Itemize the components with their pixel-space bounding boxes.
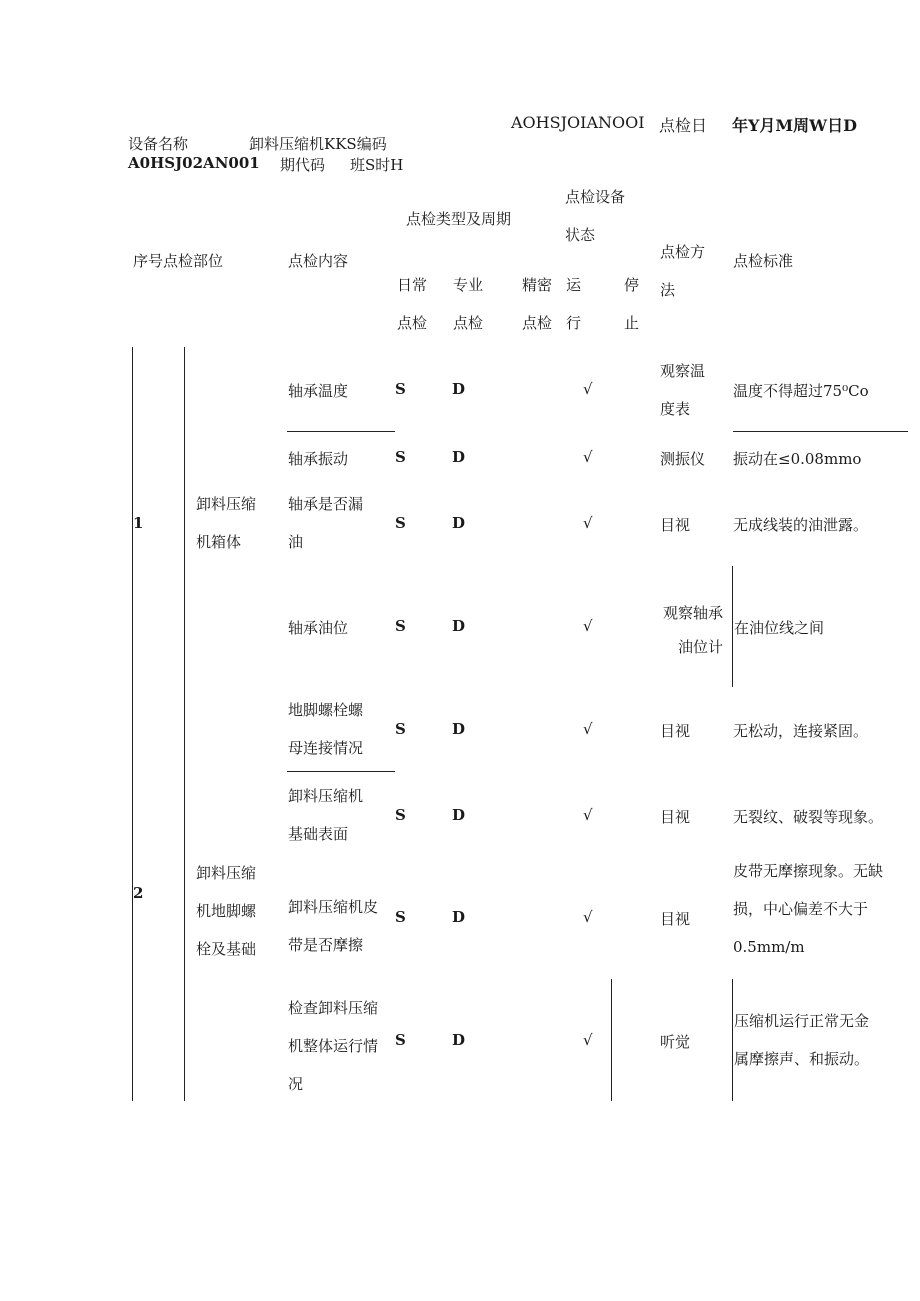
row-professional: D xyxy=(452,806,466,824)
cell-divider xyxy=(732,979,733,1101)
row-professional: D xyxy=(452,380,466,398)
row-standard: 在油位线之间 xyxy=(734,619,825,637)
header-type-cycle: 点检类型及周期 xyxy=(406,210,512,228)
row-professional: D xyxy=(452,617,466,635)
row-daily: S xyxy=(395,908,406,926)
shift-label: 班S时H xyxy=(350,156,404,174)
row-running: √ xyxy=(583,380,593,398)
row-content: 卸料压缩机皮带是否摩擦 xyxy=(288,898,379,954)
row-professional: D xyxy=(452,1031,466,1049)
header-running: 运行 xyxy=(566,276,582,332)
table-part-divider xyxy=(184,347,185,1101)
header-stopped: 停止 xyxy=(624,276,640,332)
row-running: √ xyxy=(583,514,593,532)
row-method: 听觉 xyxy=(660,1033,691,1051)
row-method: 目视 xyxy=(660,910,691,928)
row-standard: 温度不得超过75⁰Co xyxy=(733,382,869,400)
row-professional: D xyxy=(452,514,466,532)
row-standard: 振动在≤0.08mmo xyxy=(733,450,862,468)
row-daily: S xyxy=(395,448,406,466)
header-seq-part: 序号点检部位 xyxy=(133,252,224,270)
row-standard: 无裂纹、破裂等现象。 xyxy=(733,808,884,826)
row-standard: 无成线装的油泄露。 xyxy=(733,516,869,534)
row-divider xyxy=(287,431,395,432)
row-running: √ xyxy=(583,448,593,466)
header-content: 点检内容 xyxy=(288,252,349,270)
row-content: 卸料压缩机基础表面 xyxy=(288,787,364,843)
header-standard: 点检标准 xyxy=(733,252,794,270)
row-method: 目视 xyxy=(660,516,691,534)
group-seq-2: 2 xyxy=(133,884,144,902)
row-running: √ xyxy=(583,806,593,824)
row-method: 测振仪 xyxy=(660,450,706,468)
row-running: √ xyxy=(583,1031,593,1049)
header-method: 点检方法 xyxy=(660,243,706,299)
header-daily: 日常点检 xyxy=(397,276,428,332)
row-running: √ xyxy=(583,720,593,738)
row-professional: D xyxy=(452,908,466,926)
date-value: 年Y月M周W日D xyxy=(732,116,857,135)
row-divider xyxy=(733,431,908,432)
kks-code: A0HSJ02AN001 xyxy=(128,154,260,172)
group-seq-1: 1 xyxy=(133,514,144,532)
row-standard: 皮带无摩擦现象。无缺损，中心偏差不大于0.5mm∕m xyxy=(733,862,884,956)
row-method: 目视 xyxy=(660,722,691,740)
row-daily: S xyxy=(395,380,406,398)
row-standard: 无松动，连接紧固。 xyxy=(733,722,869,740)
row-content: 轴承温度 xyxy=(288,382,349,400)
row-professional: D xyxy=(452,720,466,738)
row-daily: S xyxy=(395,806,406,824)
group-part-2: 卸料压缩机地脚螺栓及基础 xyxy=(196,864,257,958)
row-divider xyxy=(287,771,395,772)
table-left-border xyxy=(132,347,133,1101)
row-method: 观察轴承油位计 xyxy=(662,604,723,656)
row-method: 观察温度表 xyxy=(660,362,706,418)
cell-divider xyxy=(611,979,612,1101)
row-standard: 压缩机运行正常无金属摩擦声、和振动。 xyxy=(734,1012,870,1068)
row-daily: S xyxy=(395,720,406,738)
row-professional: D xyxy=(452,448,466,466)
row-content: 轴承是否漏油 xyxy=(288,495,364,551)
cell-divider xyxy=(732,566,733,687)
device-name-label: 设备名称 xyxy=(128,135,189,153)
period-code-label: 期代码 xyxy=(280,156,326,174)
row-content: 检查卸料压缩机整体运行情况 xyxy=(288,999,379,1093)
row-running: √ xyxy=(583,617,593,635)
kks-code-top: AOHSJOIANOOI xyxy=(511,113,645,132)
row-daily: S xyxy=(395,1031,406,1049)
device-name-value: 卸料压缩机KKS编码 xyxy=(249,135,387,153)
row-method: 目视 xyxy=(660,808,691,826)
row-daily: S xyxy=(395,514,406,532)
row-running: √ xyxy=(583,908,593,926)
row-content: 轴承振动 xyxy=(288,450,349,468)
row-content: 轴承油位 xyxy=(288,619,349,637)
header-professional: 专业点检 xyxy=(453,276,484,332)
check-date-label: 点检日 xyxy=(659,116,708,135)
row-content: 地脚螺栓螺母连接情况 xyxy=(288,701,364,757)
header-precise: 精密点检 xyxy=(522,276,553,332)
header-device-state: 点检设备状态 xyxy=(565,188,626,244)
row-daily: S xyxy=(395,617,406,635)
group-part-1: 卸料压缩机箱体 xyxy=(196,495,257,551)
